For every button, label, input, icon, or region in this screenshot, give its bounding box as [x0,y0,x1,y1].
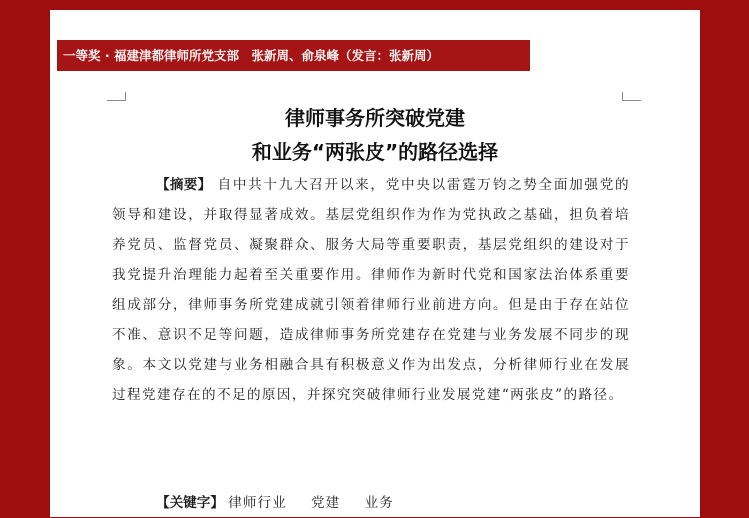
abstract-label: 【摘要】 [156,177,212,193]
keyword: 业务 [364,495,394,511]
keywords-label: 【关键字】 [156,495,224,511]
award-banner [57,40,530,71]
keyword: 律师行业 [228,495,287,511]
award-banner-text: 一等奖 · 福建津都律师所党支部 张新周、俞泉峰（发言：张新周） [63,48,439,63]
crop-mark-top-right [622,92,641,101]
document-title-line-2: 和业务“两张皮”的路径选择 [251,140,499,164]
keyword: 党建 [311,495,341,511]
document-title-line-1: 律师事务所突破党建 [285,106,465,130]
abstract-text: 自中共十九大召开以来，党中央以雷霆万钧之势全面加强党的领导和建设，并取得显著成效。基层党组织作为作为党执政之基础，担负着培养党员、监督党员、凝聚群众、服务大局等重要职责，基层党组织的建设对于我党提升治理能力起着至关重要作用。律师作为新时代党和国家法治体系重要组成部分，律师事务所党建成就引领着律师行业前进方向。但是由于存在站位不准、意识不足等问题，造成律师事务所党建存在党建与业务发展不同步的现象。本文以党建与业务相融合具有积极意义作为出发点，分析律师行业在发展过程党建存在的不足的原因，并探究突破律师行业发展党建“两张皮”的路径。 [112,177,630,403]
abstract-paragraph [112,170,630,410]
crop-mark-top-left [107,92,126,101]
keywords-line [156,488,414,518]
document-page [50,10,700,517]
